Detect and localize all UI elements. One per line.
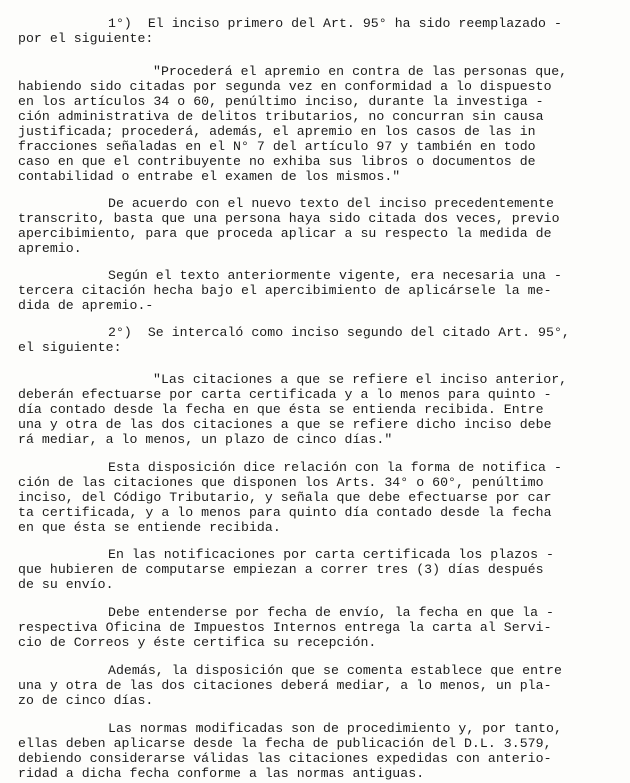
text-line-content: ta certificada, y a lo menos para quinto día contado desde la fecha (18, 505, 552, 520)
text-line (18, 432, 392, 447)
text-line-content: deberán efectuarse por carta certificada y a lo menos para quinto - (18, 387, 552, 402)
text-line (108, 460, 562, 475)
text-line-content: zo de cinco días. (18, 693, 154, 708)
text-line (108, 721, 562, 736)
text-line (108, 547, 554, 562)
text-line-content: Además, la disposición que se comenta establece que entre (108, 663, 562, 678)
text-line (108, 196, 554, 211)
text-line-content: tercera citación hecha bajo el apercibimiento de aplicársele la me- (18, 283, 552, 298)
text-line (18, 387, 552, 402)
text-line-content: habiendo sido citadas por segunda vez en conformidad a lo dispuesto (18, 79, 552, 94)
text-line (18, 751, 552, 766)
text-line-content: ción administrativa de delitos tributarios, no concurran sin causa (18, 109, 544, 124)
text-line-content: Debe entenderse por fecha de envío, la fecha en que la - (108, 605, 554, 620)
text-line (153, 372, 567, 387)
text-line-content: día contado desde la fecha en que ésta se entienda recibida. Entre (18, 402, 544, 417)
text-line (18, 417, 552, 432)
text-line (18, 283, 552, 298)
text-line (18, 109, 544, 124)
text-line (18, 298, 153, 313)
text-line (18, 169, 400, 184)
text-line-content: Las normas modificadas son de procedimiento y, por tanto, (108, 721, 562, 736)
text-line-content: ción de las citaciones que disponen los Arts. 34° o 60°, penúltimo (18, 475, 544, 490)
text-line-content: rá mediar, a lo menos, un plazo de cinco días." (18, 432, 393, 447)
text-line (18, 766, 424, 781)
text-line (18, 226, 552, 241)
text-line (18, 154, 536, 169)
text-line (108, 605, 554, 620)
text-line-content: "Procederá el apremio en contra de las personas que, (153, 64, 568, 79)
text-line (18, 211, 560, 226)
text-line-content: dida de apremio.- (18, 298, 154, 313)
text-line (18, 402, 544, 417)
text-line (18, 94, 544, 109)
text-line (18, 124, 536, 139)
text-line-content: ellas deben aplicarse desde la fecha de publicación del D.L. 3.579, (18, 736, 552, 751)
text-line-content: respectiva Oficina de Impuestos Internos entrega la carta al Servi- (18, 620, 552, 635)
text-line (18, 79, 552, 94)
text-line (18, 562, 544, 577)
text-line (18, 340, 122, 355)
text-line-content: en los artículos 34 o 60, penúltimo inciso, durante la investiga - (18, 94, 544, 109)
text-line-content: en que ésta se entiende recibida. (18, 520, 281, 535)
text-line-content: apremio. (18, 241, 82, 256)
text-line-content: ridad a dicha fecha conforme a las normas antiguas. (18, 766, 425, 781)
text-line-content: De acuerdo con el nuevo texto del inciso precedentemente (108, 196, 554, 211)
text-line (153, 64, 567, 79)
text-line (18, 31, 153, 46)
text-line-content: apercibimiento, para que proceda aplicar a su respecto la medida de (18, 226, 552, 241)
text-line-content: En las notificaciones por carta certificada los plazos - (108, 547, 554, 562)
text-line (18, 490, 552, 505)
text-line-content: una y otra de las dos citaciones a que se refiere dicho inciso debe (18, 417, 552, 432)
text-line-content: transcrito, basta que una persona haya sido citada dos veces, previo (18, 211, 560, 226)
text-line (18, 139, 536, 154)
text-line (18, 520, 281, 535)
text-line (18, 241, 82, 256)
text-line (18, 635, 376, 650)
text-line-content: Según el texto anteriormente vigente, era necesaria una - (108, 268, 562, 283)
text-line (18, 620, 552, 635)
text-line (18, 475, 544, 490)
text-line (108, 268, 562, 283)
text-line-content: de su envío. (18, 577, 114, 592)
text-line (18, 736, 552, 751)
text-line-content: cio de Correos y éste certifica su recepción. (18, 635, 377, 650)
text-line-content: Esta disposición dice relación con la forma de notifica - (108, 460, 562, 475)
text-line-content: fracciones señaladas en el N° 7 del artículo 97 y también en todo (18, 139, 536, 154)
text-line-content: contabilidad o entrabe el examen de los mismos." (18, 169, 401, 184)
text-line (108, 16, 562, 31)
text-line (108, 663, 562, 678)
text-line-content: caso en que el contribuyente no exhiba sus libros o documentos de (18, 154, 536, 169)
text-line-content: el siguiente: (18, 340, 122, 355)
text-line (108, 325, 570, 340)
text-line (18, 678, 552, 693)
text-line-content: 1°) El inciso primero del Art. 95° ha sido reemplazado - (108, 16, 562, 31)
text-line-content: por el siguiente: (18, 31, 154, 46)
text-line (18, 577, 114, 592)
text-line (18, 693, 153, 708)
text-line-content: 2°) Se intercaló como inciso segundo del citado Art. 95°, (108, 325, 570, 340)
text-line-content: justificada; procederá, además, el apremio en los casos de las in (18, 124, 536, 139)
text-line (18, 505, 552, 520)
text-line-content: que hubieren de computarse empiezan a correr tres (3) días después (18, 562, 544, 577)
text-line-content: inciso, del Código Tributario, y señala que debe efectuarse por car (18, 490, 552, 505)
text-line-content: debiendo considerarse válidas las citaciones expedidas con anterio- (18, 751, 552, 766)
text-line-content: una y otra de las dos citaciones deberá mediar, a lo menos, un pla- (18, 678, 552, 693)
text-line-content: "Las citaciones a que se refiere el inciso anterior, (153, 372, 568, 387)
